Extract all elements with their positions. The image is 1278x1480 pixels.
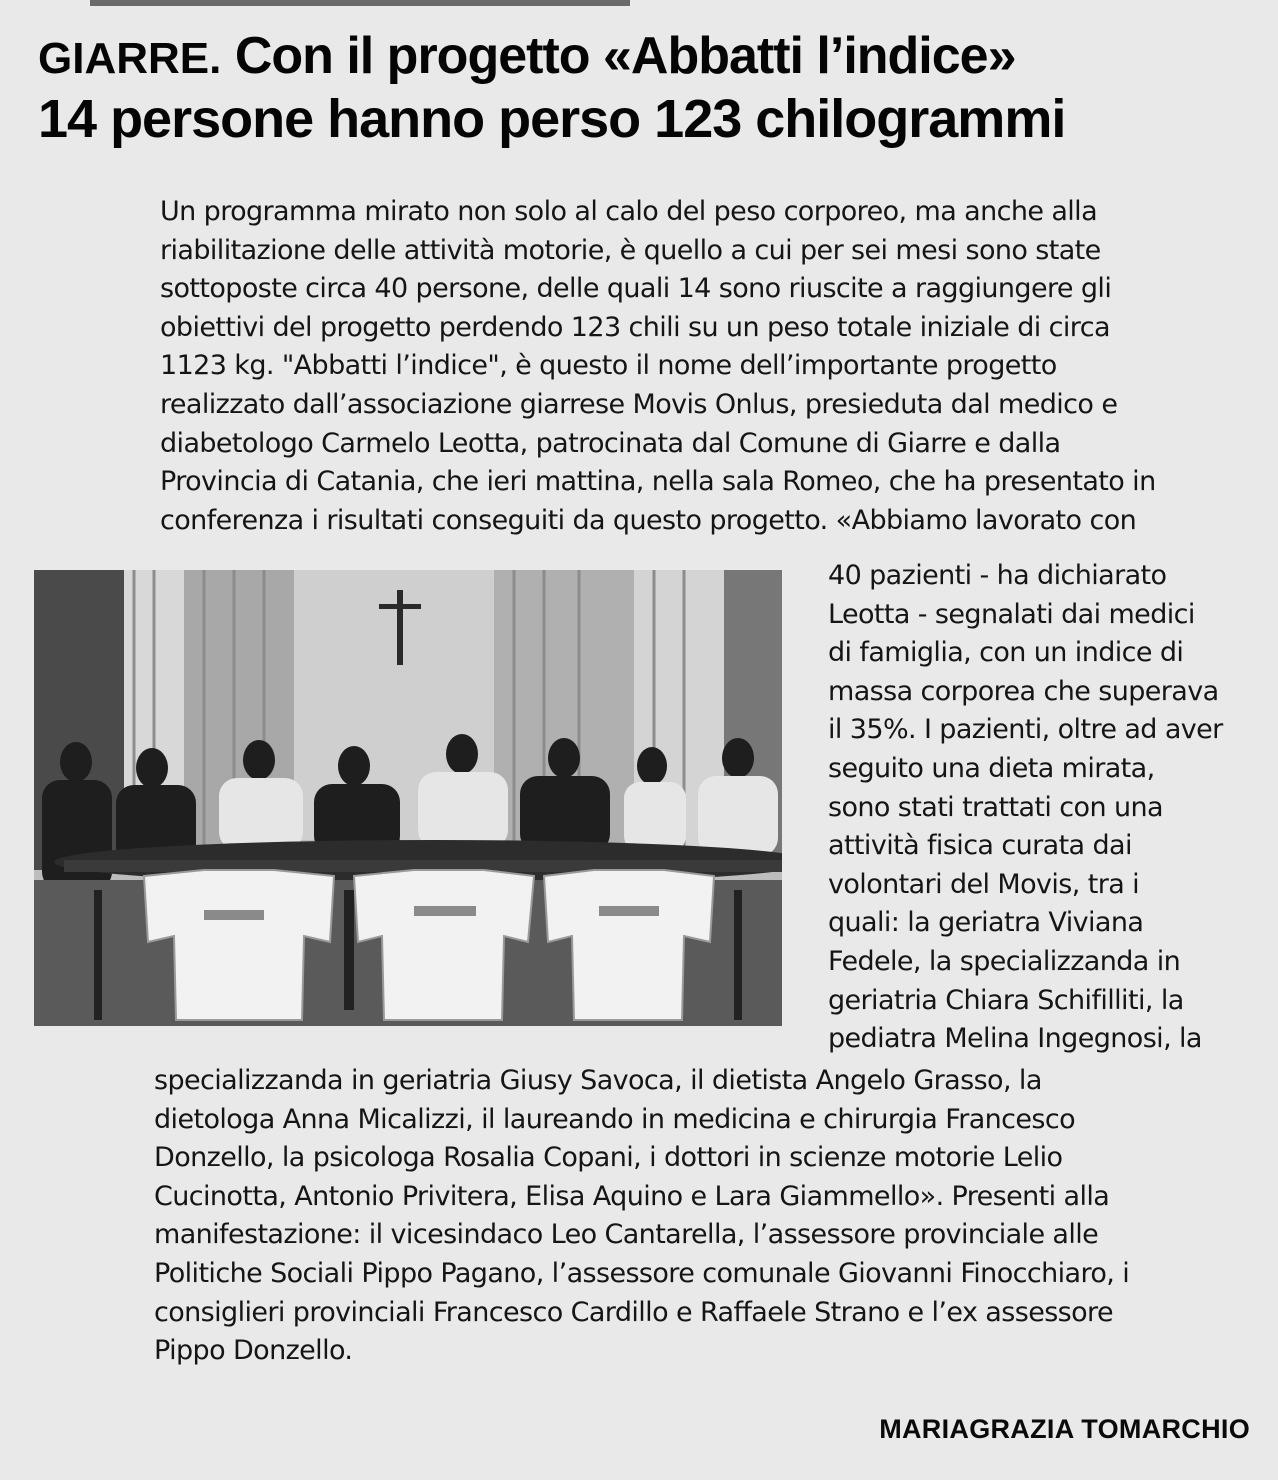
text-line: realizzato dall’associazione giarrese Movis Onlus, presieduta dal medico e [160,388,1118,420]
text-line: sono stati trattati con una [828,791,1163,823]
text-line: massa corporea che superava [828,675,1219,707]
text-line: 40 pazienti - ha dichiarato [828,560,1167,591]
text-line: attività fisica curata dai [828,830,1132,862]
text-line: pediatra Melina Ingegnosi, la [828,1023,1202,1055]
text-line: dietologa Anna Micalizzi, il laureando in medicina e chirurgia Francesco [154,1103,1076,1135]
text-line: Cucinotta, Antonio Privitera, Elisa Aquino e Lara Giammello». Presenti alla [154,1180,1110,1212]
text-line: manifestazione: il vicesindaco Leo Cantarella, l’assessore provinciale alle [154,1219,1099,1251]
text-line: consiglieri provinciali Francesco Cardillo e Raffaele Strano e l’ex assessore [154,1296,1113,1328]
text-line: Politiche Sociali Pippo Pagano, l’assessore comunale Giovanni Finocchiaro, i [154,1257,1130,1289]
text-line: obiettivi del progetto perdendo 123 chili su un peso totale iniziale di circa [160,311,1110,343]
article-paragraph-bottom [154,1062,1264,1371]
text-line: Un programma mirato non solo al calo del peso corporeo, ma anche alla [160,196,1098,227]
article-paragraph-side [828,557,1268,1059]
text-line: sottoposte circa 40 persone, delle quali 14 sono riuscite a raggiungere gli [160,273,1112,305]
text-line: volontari del Movis, tra i [828,868,1140,900]
author-byline: MARIAGRAZIA TOMARCHIO [879,1414,1250,1444]
text-line: riabilitazione delle attività motorie, è quello a cui per sei mesi sono state [160,234,1101,266]
text-line: seguito una dieta mirata, [828,752,1155,784]
clipping-top-edge [90,0,630,6]
press-conference-photo [34,570,782,1026]
text-line: specializzanda in geriatria Giusy Savoca, il dietista Angelo Grasso, la [154,1065,1042,1096]
text-line: geriatria Chiara Schifilliti, la [828,984,1184,1016]
text-line: quali: la geriatra Viviana [828,907,1144,939]
text-line: diabetologo Carmelo Leotta, patrocinata dal Comune di Giarre e dalla [160,427,1061,459]
text-line: Provincia di Catania, che ieri mattina, nella sala Romeo, che ha presentato in [160,466,1156,498]
text-line: Fedele, la specializzanda in [828,945,1181,977]
headline [38,28,1263,147]
headline-line-2: 14 persone hanno perso 123 chilogrammi [38,89,1066,149]
text-line: il 35%. I pazienti, oltre ad aver [828,714,1223,746]
headline-kicker: GIARRE. [38,34,222,83]
text-line: Donzello, la psicologa Rosalia Copani, i dottori in scienze motorie Lelio [154,1142,1063,1174]
text-line: Pippo Donzello. [154,1335,353,1367]
article-paragraph-top [160,193,1260,540]
text-line: Leotta - segnalati dai medici [828,598,1195,630]
text-line: conferenza i risultati conseguiti da questo progetto. «Abbiamo lavorato con [160,504,1137,536]
headline-line-1-text: Con il progetto «Abbatti l’indice» [234,27,1016,85]
headline-line-1 [38,28,1263,87]
text-line: di famiglia, con un indice di [828,637,1184,669]
text-line: 1123 kg. "Abbatti l’indice", è questo il nome dell’importante progetto [160,350,1057,382]
